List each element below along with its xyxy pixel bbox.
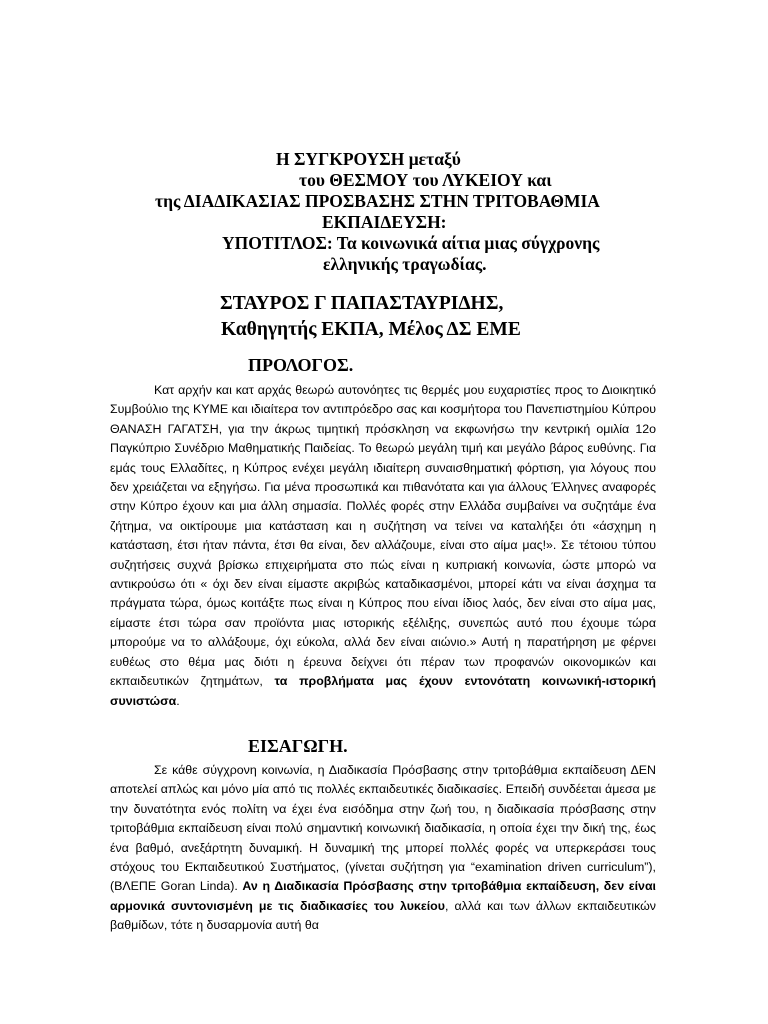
title-line-4: ΕΚΠΑΙΔΕΥΣΗ: — [322, 212, 447, 232]
subtitle-line-1: ΥΠΟΤΙΤΛΟΣ: Τα κοινωνικά αίτια μιας σύγχρονης — [222, 233, 600, 253]
title-line-2: του ΘΕΣΜΟΥ του ΛΥΚΕΙΟΥ και — [299, 170, 552, 190]
prologue-paragraph — [110, 381, 656, 711]
introduction-heading: ΕΙΣΑΓΩΓΗ. — [248, 736, 348, 756]
subtitle-line-2: ελληνικής τραγωδίας. — [323, 254, 487, 274]
author-name: ΣΤΑΥΡΟΣ Γ ΠΑΠΑΣΤΑΥΡΙΔΗΣ, — [220, 293, 504, 314]
introduction-paragraph — [110, 761, 656, 936]
introduction-bold-text: Αν η Διαδικασία Πρόσβασης στην τριτοβάθμια εκπαίδευση, δεν είναι αρμονικά συντονισμένη με τις διαδικασίες του λυκείου — [110, 879, 657, 913]
introduction-text: Σε κάθε σύγχρονη κοινωνία, η Διαδικασία Πρόσβασης στην τριτοβάθμια εκπαίδευση ΔΕΝ αποτελεί απλώς και μόνο μία από τις πολλές εκπαιδευτικές διαδικασίες. Επειδή συνδέεται άμεσα με την δυνατότητα ενός πολίτη να έχει ένα εισόδημα στην ζωή του, η διαδικασία πρόσβασης στην τριτοβάθμια εκπαίδευση είναι πολύ σημαντική κοινωνική διαδικασία, η οποία έχει την δική της, έως ένα βαθμό, ανεξάρτητη δυναμική. Η δυναμική της μπορεί πολλές φορές να υπερκεράσει τους στόχους του Εκπαιδευτικού Συστήματος, (γίνεται συζήτηση για “examination driven curriculum”), (ΒΛΕΠΕ Goran Linda). — [110, 763, 656, 894]
title-line-1: Η ΣΥΓΚΡΟΥΣΗ μεταξύ — [276, 149, 461, 169]
prologue-text: Κατ αρχήν και κατ αρχάς θεωρώ αυτονόητες τις θερμές μου ευχαριστίες προς το Διοικητικό Συμβούλιο της ΚΥΜΕ και ιδιαίτερα τον αντιπρόεδρο σας και κοσμήτορα του Πανεπιστημίου Κύπρου ΘΑΝΑΣΗ ΓΑΓΑΤΣΗ, για την άκρως τιμητική πρόσκληση να εκφωνήσω την κεντρική ομιλία 12ο Παγκύπριο Συνέδριο Μαθηματικής Παιδείας. Το θεωρώ μεγάλη τιμή και μεγάλο βάρος ευθύνης. Για εμάς τους Ελλαδίτες, η Κύπρος ενέχει μεγάλη ιδιαίτερη συναισθηματική φόρτιση, για λόγους που δεν χρειάζεται να εξηγήσω. Για μένα προσωπικά και πιθανότατα και για άλλους Έλληνες αναφορές στην Κύπρο έχουν και μια άλλη σημασία. Πολλές φορές στην Ελλάδα συμβαίνει να συζητάμε ένα ζήτημα, να οικτίρουμε μια κατάσταση και η συζήτηση να τείνει να καταλήξει ότι «άσχημη η κατάσταση, έτσι ήταν πάντα, έτσι θα είναι, δεν αλλάζουμε, είναι στο αίμα μας!». Σε τέτοιου τύπου συζητήσεις συχνά βρίσκω επιχειρήματα στο πώς είναι η κυπριακή κοινωνία, ώστε μπορώ να αντικρούσω ότι « όχι δεν είναι είμαστε ακριβώς καταδικασμένοι, μπορεί κάτι να είναι άσχημα τα πράγματα τώρα, όμως κοιτάξτε πως είναι η Κύπρος που είναι ίδιος λαός, δεν είναι στο αίμα μας, είμαστε έτσι τώρα σαν προϊόντα μιας ιστορικής εξέλιξης, συνεπώς αυτό που έχουμε τώρα μπορούμε να το αλλάξουμε, όχι εύκολα, αλλά δεν είναι αιώνιο.» Αυτή η παρατήρηση με φέρνει ευθέως στο θέμα μας διότι η έρευνα δείχνει ότι πέραν των προφανών οικονομικών και εκπαιδευτικών ζητημάτων, — [110, 383, 656, 689]
author-affiliation: Καθηγητής ΕΚΠΑ, Μέλος ΔΣ ΕΜΕ — [221, 319, 521, 340]
title-line-3: της ΔΙΑΔΙΚΑΣΙΑΣ ΠΡΟΣΒΑΣΗΣ ΣΤΗΝ ΤΡΙΤΟΒΑΘΜΙΑ — [155, 191, 600, 211]
introduction-text-end: , αλλά και των άλλων εκπαιδευτικών βαθμίδων, τότε η δυσαρμονία αυτή θα — [110, 898, 656, 933]
prologue-bold-text: τα προβλήματα μας έχουν εντονότατη κοινωνική-ιστορική συνιστώσα — [110, 674, 656, 708]
prologue-text-end: . — [176, 693, 180, 708]
prologue-heading: ΠΡΟΛΟΓΟΣ. — [248, 355, 354, 375]
